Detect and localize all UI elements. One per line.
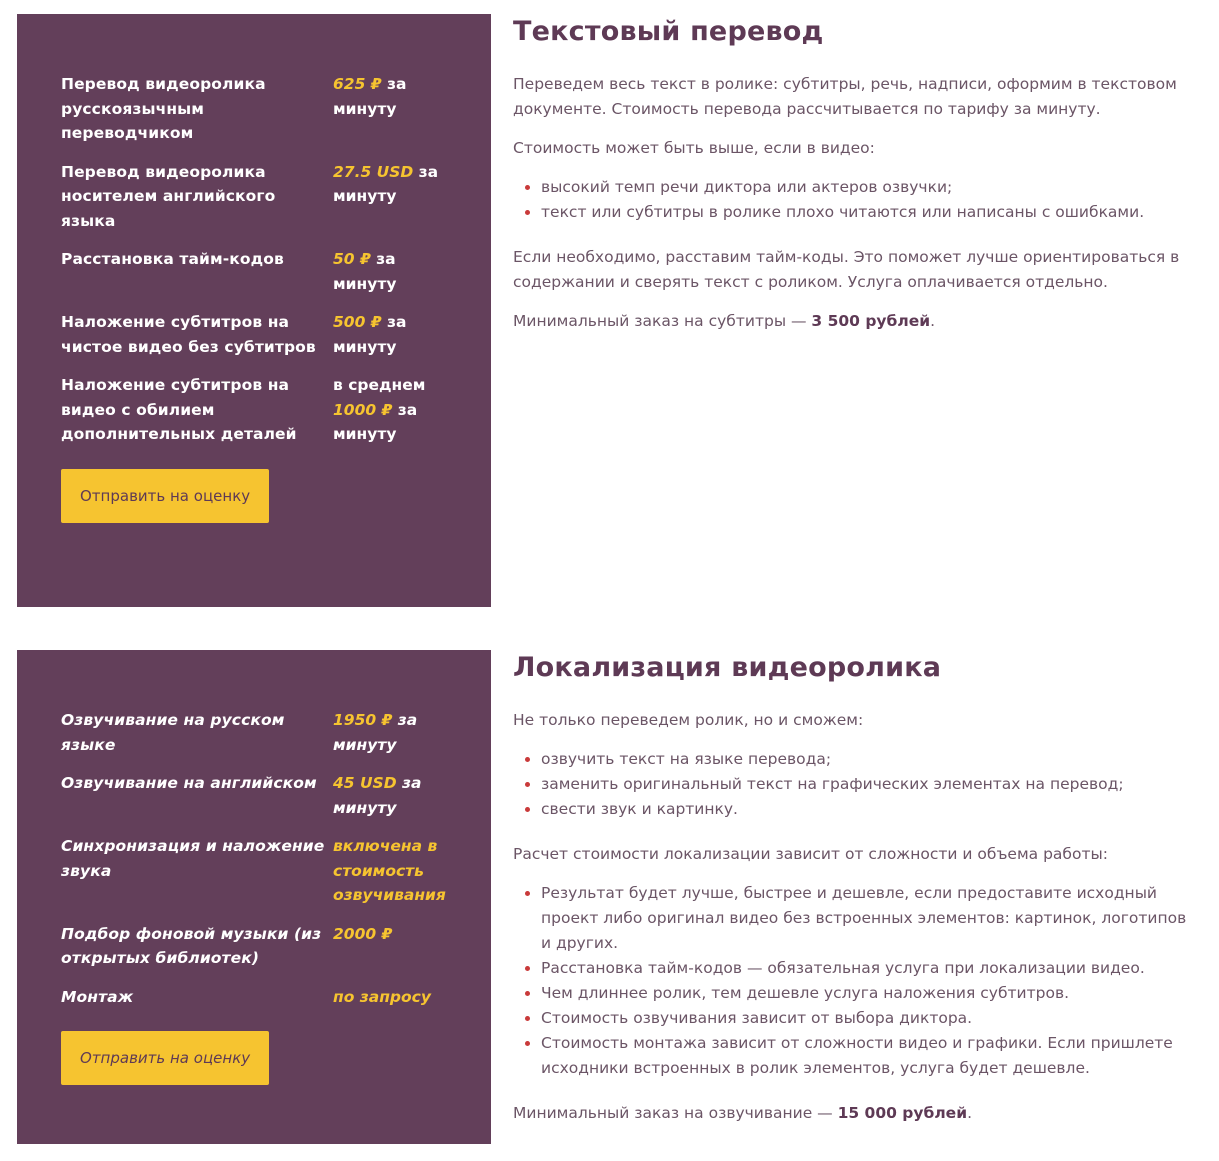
list-item: • Чем длиннее ролик, тем дешевле услуга наложения субтитров. <box>541 981 1193 1006</box>
intro-text: Не только переведем ролик, но и сможем: <box>513 711 864 729</box>
price-amount: по запросу <box>333 987 431 1006</box>
price-row <box>61 708 461 757</box>
price-suffix: за минуту <box>333 400 418 443</box>
price-amount: 2000 ₽ <box>333 924 393 943</box>
price-suffix: за минуту <box>333 162 439 205</box>
service-price <box>333 160 463 234</box>
service-price <box>333 771 463 820</box>
list-item: • свести звук и картинку. <box>541 797 1193 822</box>
cost-factors-list <box>513 175 1193 225</box>
price-amount: 1950 ₽ <box>333 711 393 729</box>
text-translation-price-panel <box>17 14 491 607</box>
price-row <box>61 160 461 234</box>
price-table <box>61 708 461 1009</box>
price-row <box>61 771 461 820</box>
list-item: • озвучить текст на языке перевода; <box>541 747 1193 772</box>
text-translation-content <box>513 14 1193 348</box>
service-name: Монтаж <box>61 987 134 1006</box>
service-price <box>333 72 463 146</box>
min-order-prefix: Минимальный заказ на озвучивание — <box>513 1104 838 1122</box>
service-name: Расстановка тайм-кодов <box>61 250 284 268</box>
min-order-suffix: . <box>967 1104 972 1122</box>
section-title: Текстовый перевод <box>513 16 824 47</box>
list-item: • Результат будет лучше, быстрее и дешевле, если предоставите исходный проект либо оригинал видео без встроенных элементов: картинок, логотипов и других. <box>541 881 1193 956</box>
send-for-estimate-button[interactable]: Отправить на оценку <box>61 469 269 523</box>
price-row <box>61 247 461 296</box>
send-for-estimate-button[interactable]: Отправить на оценку <box>61 1031 269 1085</box>
min-order-prefix: Минимальный заказ на субтитры — <box>513 312 812 330</box>
price-suffix: за минуту <box>333 711 418 754</box>
list-item: • Стоимость монтажа зависит от сложности видео и графики. Если пришлете исходники встроенных в ролик элементов, услуга будет дешевле. <box>541 1031 1193 1081</box>
list-item: • текст или субтитры в ролике плохо читаются или написаны с ошибками. <box>541 200 1193 225</box>
price-suffix: за минуту <box>333 250 397 293</box>
service-name: Перевод видеоролика русскоязычным переводчиком <box>61 75 266 142</box>
service-price <box>333 834 463 908</box>
min-order-text <box>513 1101 1193 1126</box>
list-item: • заменить оригинальный текст на графических элементах на перевод; <box>541 772 1193 797</box>
calc-note: Расчет стоимости локализации зависит от сложности и объема работы: <box>513 845 1108 863</box>
price-amount: 27.5 USD <box>333 162 414 181</box>
service-price <box>333 373 463 447</box>
price-row <box>61 985 461 1010</box>
price-amount: 45 USD <box>333 774 397 792</box>
service-name: Озвучивание на английском <box>61 774 317 792</box>
min-order-value: 15 000 рублей <box>837 1104 968 1122</box>
intro-text: Переведем весь текст в ролике: субтитры, речь, надписи, оформим в текстовом документе. Стоимость перевода рассчитывается по тарифу за минуту. <box>513 75 1177 118</box>
service-name: Наложение субтитров на видео с обилием дополнительных деталей <box>61 376 297 443</box>
price-prefix: в среднем <box>333 376 426 394</box>
price-amount: 50 ₽ <box>333 250 371 268</box>
service-name: Перевод видеоролика носителем английского языка <box>61 162 276 230</box>
capabilities-list <box>513 747 1193 822</box>
localization-content <box>513 650 1193 1140</box>
localization-section <box>0 636 1219 1161</box>
list-item: • Стоимость озвучивания зависит от выбора диктора. <box>541 1006 1193 1031</box>
min-order-value: 3 500 рублей <box>811 312 931 330</box>
list-item: • высокий темп речи диктора или актеров озвучки; <box>541 175 1193 200</box>
price-row <box>61 922 461 971</box>
cost-higher-text: Стоимость может быть выше, если в видео: <box>513 139 875 157</box>
list-item: • Расстановка тайм-кодов — обязательная услуга при локализации видео. <box>541 956 1193 981</box>
calc-factors-list <box>513 881 1193 1081</box>
price-row <box>61 72 461 146</box>
price-amount: включена в стоимость озвучивания <box>333 837 446 904</box>
service-price <box>333 247 463 296</box>
service-name: Подбор фоновой музыки (из открытых библиотек) <box>61 924 322 967</box>
service-name: Наложение субтитров на чистое видео без субтитров <box>61 313 316 356</box>
min-order-text <box>513 309 1193 334</box>
price-table <box>61 72 461 447</box>
price-amount: 1000 ₽ <box>333 400 393 419</box>
service-price <box>333 985 463 1010</box>
price-amount: 500 ₽ <box>333 313 382 331</box>
service-price <box>333 310 463 359</box>
service-price <box>333 708 463 757</box>
price-row <box>61 310 461 359</box>
timecodes-note: Если необходимо, расставим тайм-коды. Это поможет лучше ориентироваться в содержании и сверять текст с роликом. Услуга оплачивается отдельно. <box>513 248 1180 291</box>
price-row <box>61 373 461 447</box>
section-title: Локализация видеоролика <box>513 652 942 683</box>
price-suffix: за минуту <box>333 774 422 817</box>
price-suffix: за минуту <box>333 75 407 118</box>
localization-price-panel <box>17 650 491 1144</box>
price-row <box>61 834 461 908</box>
price-suffix: за минуту <box>333 313 407 356</box>
service-name: Синхронизация и наложение звука <box>61 837 325 880</box>
min-order-suffix: . <box>930 312 936 330</box>
service-name: Озвучивание на русском языке <box>61 711 285 754</box>
service-price <box>333 922 463 971</box>
price-amount: 625 ₽ <box>333 75 382 93</box>
